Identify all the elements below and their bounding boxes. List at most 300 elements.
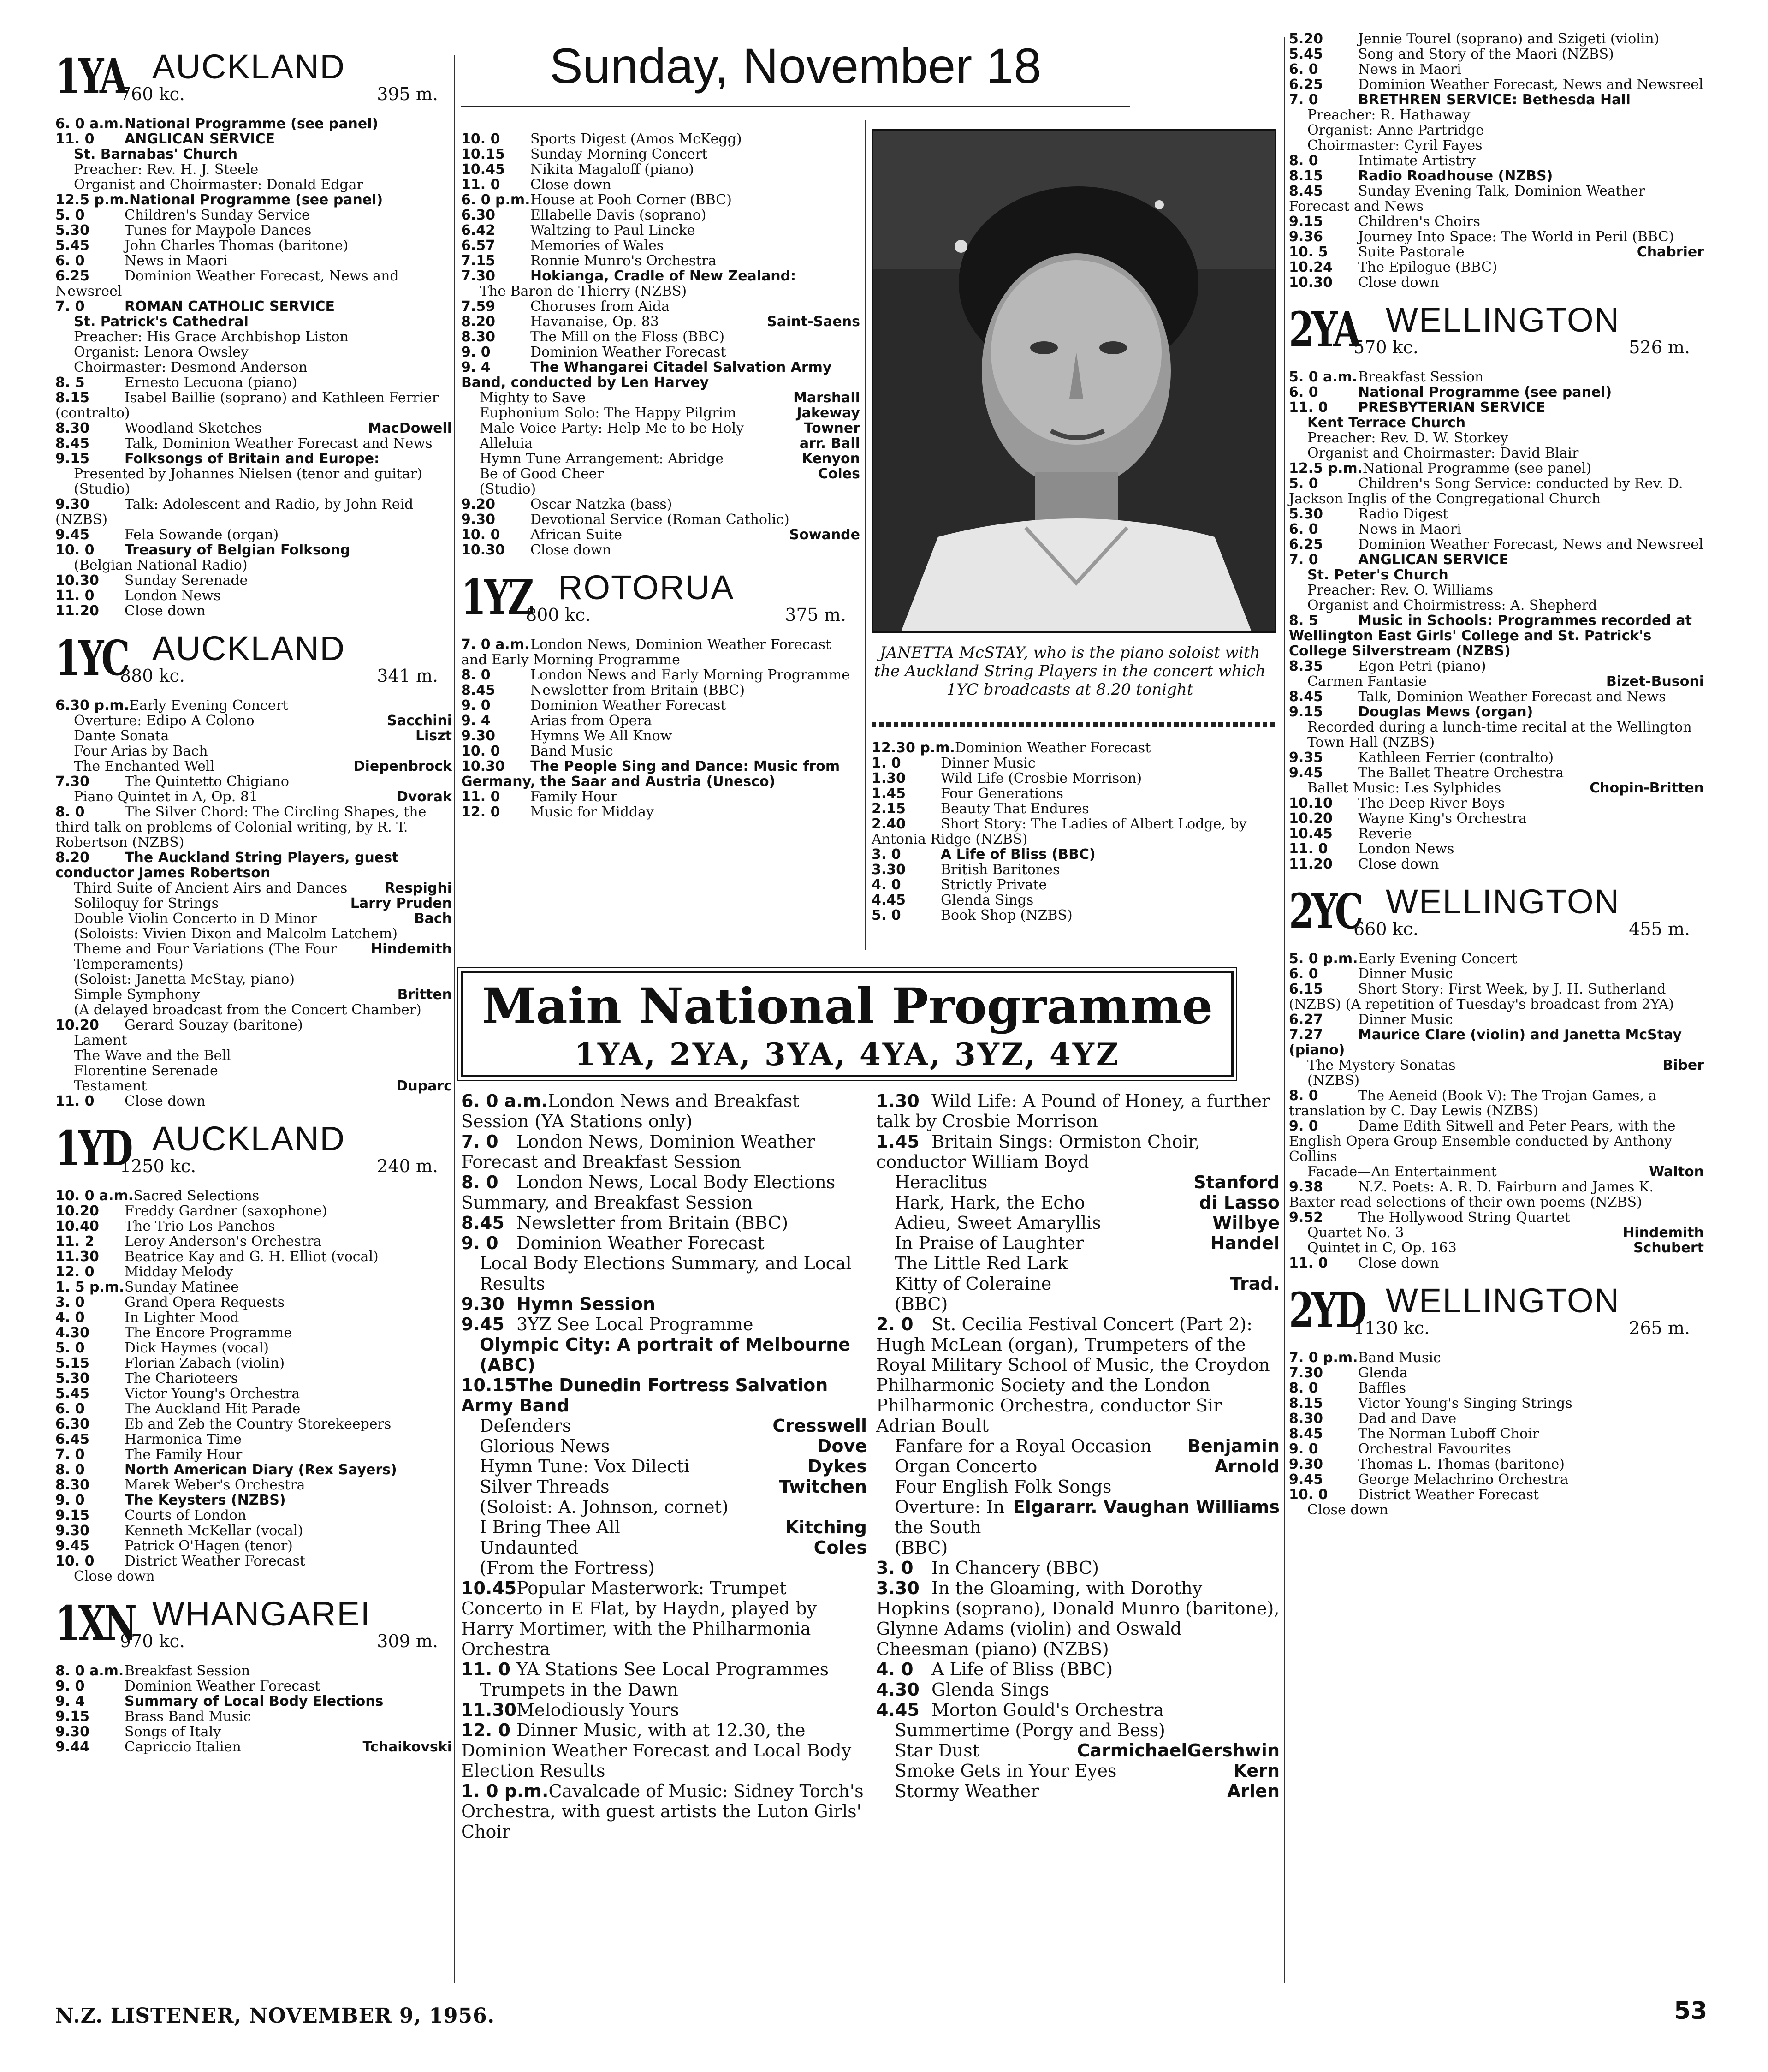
programme-entry: [461, 1781, 867, 1842]
station-header: [55, 1119, 452, 1184]
programme-entry: [461, 1436, 867, 1456]
programme-title: Preacher: R. Hathaway: [1307, 107, 1471, 123]
programme-title: Lament: [74, 1032, 127, 1048]
programme-title: Dick Haymes (vocal): [125, 1340, 269, 1356]
programme-entry: [1289, 659, 1704, 674]
programme-entry: [55, 1386, 452, 1401]
composer: Diepenbrock: [353, 758, 452, 774]
programme-title: Victor Young's Singing Strings: [1358, 1395, 1572, 1411]
programme-time: 5.15: [55, 1355, 90, 1371]
composer: Hindemith: [1623, 1225, 1704, 1241]
programme-entry: [461, 512, 860, 527]
programme-time: 5. 0: [1289, 476, 1318, 492]
programme-entry: [872, 756, 1277, 771]
station-header: [55, 1594, 452, 1659]
programme-entry: [461, 759, 860, 789]
station-wavelength: 526 m.: [1629, 337, 1690, 357]
programme-time: 11. 0: [1289, 1255, 1328, 1271]
programme-entry: [872, 801, 1277, 816]
programme-entry: [55, 238, 452, 253]
programme-title: The Trio Los Panchos: [125, 1218, 275, 1234]
programme-title: Florentine Serenade: [74, 1063, 218, 1079]
composer: MacDowell: [368, 420, 452, 436]
programme-time: 9.45: [1289, 765, 1323, 781]
programme-entry: [1289, 446, 1704, 461]
programme-entry: [461, 1578, 867, 1659]
programme-time: 10.15: [461, 146, 505, 162]
programme-title: Thomas L. Thomas (baritone): [1358, 1456, 1565, 1472]
programme-title: Close down: [74, 1568, 155, 1584]
programme-entry: [55, 1018, 452, 1033]
programme-time: 8.45: [1289, 183, 1323, 199]
station-frequency: 1130 kc.: [1353, 1318, 1430, 1338]
programme-entry: [1289, 62, 1704, 77]
programme-title: (Belgian National Radio): [74, 557, 248, 573]
programme-title: A Life of Bliss (BBC): [931, 1659, 1113, 1679]
programme-time: 6. 0 p.m.: [461, 192, 530, 208]
programme-title: Kent Terrace Church: [1307, 415, 1466, 431]
main-programme-stations: 1YA, 2YA, 3YA, 4YA, 3YZ, 4YZ: [574, 1036, 1121, 1072]
programme-title: London News, Dominion Weather Forecast and Breakfast Session: [461, 1131, 815, 1172]
programme-entry: [461, 147, 860, 162]
programme-time: 7. 0: [55, 1447, 85, 1463]
programme-title: Preacher: Rev. H. J. Steele: [74, 161, 259, 178]
programme-entry: [461, 238, 860, 253]
programme-entry: [1289, 1179, 1704, 1210]
programme-title: National Programme (see panel): [1363, 460, 1591, 476]
programme-time: 6. 0: [55, 253, 85, 269]
programme-title: Recorded during a lunch-time recital at the Wellington Town Hall (NZBS): [1307, 719, 1692, 750]
programme-title: George Melachrino Orchestra: [1358, 1471, 1569, 1488]
programme-title: Songs of Italy: [125, 1724, 221, 1740]
programme-entry: [55, 1523, 452, 1538]
programme-entry: [461, 1213, 867, 1233]
programme-time: 8. 0: [1289, 1088, 1318, 1104]
station-frequency: 1250 kc.: [120, 1156, 196, 1176]
programme-time: 6.25: [55, 268, 90, 284]
programme-time: 5.45: [1289, 46, 1323, 62]
programme-title: Dominion Weather Forecast: [530, 344, 726, 360]
composer: Kern: [1233, 1761, 1280, 1781]
programme-entry: [461, 131, 860, 147]
programme-time: 7. 0: [461, 1131, 498, 1152]
programme-title: Short Story: First Week, by J. H. Sutherland (NZBS) (A repetition of Tuesday's broadcast from 2YA): [1289, 981, 1674, 1012]
programme-title: The Auckland Hit Parade: [125, 1401, 301, 1417]
programme-time: 6.15: [1289, 981, 1323, 997]
programme-entry: [55, 1493, 452, 1508]
programme-entry: [876, 1781, 1280, 1801]
programme-time: 9.15: [55, 1507, 90, 1524]
programme-title: Wild Life (Crosbie Morrison): [941, 770, 1142, 786]
station-frequency: 880 kc.: [120, 666, 185, 686]
programme-title: Book Shop (NZBS): [941, 907, 1073, 923]
programme-title: Dinner Music, with at 12.30, the Dominion Weather Forecast and Local Body Election Results: [461, 1720, 852, 1781]
programme-time: 8.15: [1289, 168, 1323, 184]
programme-time: 9. 4: [55, 1693, 85, 1709]
programme-entry: [55, 558, 452, 573]
programme-title: Patrick O'Hagen (tenor): [125, 1538, 293, 1554]
programme-entry: [872, 816, 1277, 847]
programme-entry: [1289, 400, 1704, 415]
programme-title: Havanaise, Op. 83: [530, 314, 659, 330]
programme-title: In the Gloaming, with Dorothy Hopkins (soprano), Donald Munro (baritone), Glynne Adams (violin) and Oswald Cheesman (piano) (NZBS): [876, 1578, 1280, 1659]
programme-title: Orchestral Favourites: [1358, 1441, 1511, 1457]
main-programme-left-column: [461, 1091, 867, 1842]
programme-entry: [55, 728, 452, 744]
programme-time: 1. 0: [872, 755, 901, 771]
programme-title: Star Dust: [895, 1740, 979, 1761]
programme-entry: [461, 698, 860, 713]
programme-entry: [55, 1371, 452, 1386]
programme-time: 3.30: [872, 862, 906, 878]
programme-entry: [461, 177, 860, 192]
composer: Tchaikovski: [362, 1739, 452, 1755]
programme-title: Undaunted: [480, 1537, 579, 1558]
station-wavelength: 455 m.: [1629, 919, 1690, 939]
composer: Bach: [414, 911, 452, 927]
programme-entry: [1289, 1058, 1704, 1073]
programme-entry: [55, 1538, 452, 1554]
programme-title: Waltzing to Paul Lincke: [530, 222, 695, 238]
programme-title: Sports Digest (Amos McKegg): [530, 131, 742, 147]
programme-title: Hymns We All Know: [530, 728, 672, 744]
programme-title: The Epilogue (BBC): [1358, 259, 1497, 275]
station-call-sign: 2YA: [1289, 301, 1359, 358]
composer: Dykes: [807, 1456, 867, 1477]
station-city: AUCKLAND: [152, 48, 345, 86]
programme-title: The Dunedin Fortress Salvation Army Band: [461, 1375, 828, 1416]
programme-entry: [55, 1724, 452, 1739]
programme-time: 9.15: [55, 1709, 90, 1725]
programme-entry: [55, 1739, 452, 1755]
programme-entry: [876, 1537, 1280, 1558]
programme-time: 11. 0: [55, 588, 95, 604]
programme-title: Dad and Dave: [1358, 1411, 1457, 1427]
programme-entry: [876, 1274, 1280, 1294]
programme-time: 8. 0: [461, 1172, 498, 1192]
programme-entry: [1289, 537, 1704, 552]
programme-entry: [461, 1659, 867, 1679]
programme-entry: [461, 482, 860, 497]
programme-title: Overture: In the South: [895, 1497, 1005, 1537]
programme-entry: [1289, 1457, 1704, 1472]
composer: Elgar: [1013, 1497, 1064, 1517]
programme-entry: [55, 192, 452, 208]
programme-time: 1.45: [876, 1131, 920, 1152]
programme-entry: [461, 436, 860, 451]
programme-title: Tunes for Maypole Dances: [125, 222, 312, 238]
programme-time: 6. 0: [1289, 521, 1318, 537]
programme-entry: [55, 147, 452, 162]
programme-title: Sunday Matinee: [125, 1279, 239, 1295]
main-national-programme-header: [461, 971, 1234, 1077]
programme-title: YA Stations See Local Programmes: [516, 1659, 829, 1679]
programme-entry: [55, 223, 452, 238]
station-wavelength: 309 m.: [377, 1631, 438, 1651]
programme-entry: [55, 1203, 452, 1219]
composer: Coles: [813, 1537, 867, 1558]
programme-entry: [461, 314, 860, 329]
programme-time: 1.30: [876, 1091, 920, 1111]
programme-title: Memories of Wales: [530, 238, 664, 254]
programme-title: Folksongs of Britain and Europe:: [125, 451, 380, 467]
programme-entry: [461, 329, 860, 345]
programme-entry: [1289, 275, 1704, 290]
programme-entry: [461, 1172, 867, 1213]
programme-title: Stormy Weather: [895, 1781, 1039, 1801]
composer: Bizet-Busoni: [1606, 673, 1704, 690]
programme-title: Music in Schools: Programmes recorded at Wellington East Girls' College and St. Patrick's College Silverstream (NZBS): [1289, 613, 1692, 659]
programme-time: 8.20: [461, 314, 496, 330]
programme-title: The Family Hour: [125, 1447, 243, 1463]
station-header: [1289, 1281, 1704, 1346]
programme-title: Isabel Baillie (soprano) and Kathleen Ferrier (contralto): [55, 390, 439, 421]
programme-time: 8.35: [1289, 658, 1323, 674]
programme-title: Eb and Zeb the Country Storekeepers: [125, 1416, 392, 1432]
programme-entry: [1289, 244, 1704, 260]
programme-time: 7. 0: [1289, 92, 1318, 108]
programme-entry: [1289, 1441, 1704, 1457]
programme-title: St. Patrick's Cathedral: [74, 314, 249, 330]
composer: Duparc: [396, 1078, 452, 1094]
programme-title: Band Music: [530, 743, 613, 759]
programme-title: Ballet Music: Les Sylphides: [1307, 780, 1501, 796]
programme-title: Trumpets in the Dawn: [480, 1679, 678, 1700]
programme-time: 9.44: [55, 1739, 90, 1755]
programme-entry: [55, 345, 452, 360]
programme-title: The Mystery Sonatas: [1307, 1057, 1456, 1073]
programme-entry: [1289, 1256, 1704, 1271]
page-date-heading: Sunday, November 18: [461, 37, 1130, 107]
programme-time: 12.30 p.m.: [872, 740, 955, 756]
composer: Coles: [818, 466, 860, 482]
programme-entry: [1289, 780, 1704, 796]
programme-title: Preacher: Rev. D. W. Storkey: [1307, 430, 1508, 446]
composer: Arlen: [1227, 1781, 1280, 1801]
programme-title: Victor Young's Orchestra: [125, 1386, 300, 1402]
programme-entry: [55, 421, 452, 436]
programme-title: Popular Masterwork: Trumpet Concerto in E Flat, by Haydn, played by Harry Mortimer, with the Philharmonia Orchestra: [461, 1578, 817, 1659]
programme-entry: [55, 1340, 452, 1356]
programme-entry: [876, 1659, 1280, 1679]
programme-title: Britain Sings: Ormiston Choir, conductor William Boyd: [876, 1131, 1200, 1172]
programme-entry: [1289, 369, 1704, 385]
programme-time: 4.30: [876, 1679, 920, 1700]
programme-entry: [461, 1233, 867, 1253]
programme-entry: [876, 1314, 1280, 1436]
programme-time: 5.45: [55, 238, 90, 254]
programme-title: (Soloist: Janetta McStay, piano): [74, 971, 295, 988]
programme-time: 11.20: [1289, 856, 1333, 872]
station-frequency: 760 kc.: [120, 84, 185, 104]
programme-time: 9. 4: [461, 359, 491, 375]
programme-entry: [1289, 1365, 1704, 1381]
programme-title: PRESBYTERIAN SERVICE: [1358, 399, 1546, 416]
station-wavelength: 240 m.: [377, 1156, 438, 1176]
programme-time: 6.30: [55, 1416, 90, 1432]
programme-title: Grand Opera Requests: [125, 1294, 285, 1310]
programme-time: 11. 0: [55, 1093, 95, 1109]
programme-time: 9. 0: [55, 1492, 85, 1508]
composer: arr. Ball: [799, 435, 860, 452]
programme-time: 10.30: [461, 758, 505, 774]
programme-title: London News: [1358, 841, 1454, 857]
column-1yz-afternoon: [872, 740, 1277, 923]
programme-title: Glenda Sings: [941, 892, 1034, 908]
programme-title: Close down: [125, 603, 206, 619]
programme-time: 1.45: [872, 786, 906, 802]
programme-title: Dinner Music: [1358, 1012, 1453, 1028]
programme-entry: [876, 1233, 1280, 1253]
programme-title: Band Music: [1358, 1350, 1441, 1366]
programme-time: 4. 0: [55, 1310, 85, 1326]
programme-time: 7. 0: [55, 298, 85, 315]
programme-entry: [1289, 506, 1704, 522]
programme-entry: [1289, 107, 1704, 123]
programme-entry: [55, 1264, 452, 1280]
programme-title: Glorious News: [480, 1436, 610, 1456]
programme-entry: [55, 299, 452, 314]
programme-entry: [55, 451, 452, 466]
programme-time: 7.30: [1289, 1365, 1323, 1381]
programme-entry: [876, 1253, 1280, 1274]
programme-entry: [55, 1219, 452, 1234]
programme-time: 10. 0: [461, 743, 500, 759]
programme-entry: [1289, 1027, 1704, 1058]
programme-title: The Baron de Thierry (NZBS): [480, 283, 687, 299]
programme-title: ANGLICAN SERVICE: [1358, 552, 1509, 568]
programme-title: Egon Petri (piano): [1358, 658, 1486, 674]
programme-entry: [461, 744, 860, 759]
programme-time: 5. 0 a.m.: [1289, 369, 1358, 385]
programme-title: Wayne King's Orchestra: [1358, 810, 1527, 827]
programme-time: 8.45: [55, 435, 90, 452]
programme-title: The People Sing and Dance: Music from Germany, the Saar and Austria (Unesco): [461, 758, 840, 790]
programme-time: 3.30: [876, 1578, 920, 1598]
programme-entry: [461, 421, 860, 436]
programme-title: Harmonica Time: [125, 1431, 242, 1447]
station-call-sign: 2YC: [1289, 883, 1362, 940]
programme-title: Devotional Service (Roman Catholic): [530, 512, 789, 528]
programme-title: Florian Zabach (violin): [125, 1355, 285, 1371]
programme-title: Kathleen Ferrier (contralto): [1358, 750, 1554, 766]
programme-title: Four English Folk Songs: [895, 1477, 1112, 1497]
composer: Marshall: [793, 390, 860, 406]
programme-title: Male Voice Party: Help Me to be Holy: [480, 420, 744, 436]
programme-title: Heraclitus: [895, 1172, 988, 1192]
programme-entry: [55, 1554, 452, 1569]
programme-entry: [1289, 583, 1704, 598]
programme-time: 10.45: [461, 1578, 517, 1598]
programme-time: 5.30: [1289, 506, 1323, 522]
programme-time: 7.15: [461, 253, 496, 269]
programme-title: Family Hour: [530, 789, 617, 805]
programme-time: 9.30: [1289, 1456, 1323, 1472]
programme-title: Overture: Edipo A Colono: [74, 713, 255, 729]
photo-caption: JANETTA McSTAY, who is the piano soloist with the Auckland String Players in the concert which 1YC broadcasts at 8.20 tonight: [874, 643, 1266, 699]
composer: Handel: [1210, 1233, 1280, 1253]
programme-time: 8. 0: [1289, 1380, 1318, 1396]
programme-time: 2. 0: [876, 1314, 914, 1334]
programme-time: 9. 0: [55, 1678, 85, 1694]
programme-title: Close down: [125, 1093, 206, 1109]
programme-time: 8. 0: [1289, 153, 1318, 169]
programme-title: The Silver Chord: The Circling Shapes, the third talk on problems of Colonial writing, by R. T. Robertson (NZBS): [55, 804, 427, 851]
programme-title: Olympic City: A portrait of Melbourne (ABC): [480, 1334, 851, 1375]
programme-entry: [55, 804, 452, 850]
programme-time: 5. 0: [55, 1340, 85, 1356]
composer: Cresswell: [772, 1416, 867, 1436]
programme-entry: [1289, 951, 1704, 966]
programme-entry: [461, 268, 860, 284]
programme-title: In Lighter Mood: [125, 1310, 239, 1326]
composer: Hindemith: [371, 941, 452, 957]
programme-title: Organist and Choirmaster: Donald Edgar: [74, 177, 363, 193]
station-header: [55, 47, 452, 112]
programme-entry: [461, 451, 860, 466]
programme-title: Hymn Tune Arrangement: Abridge: [480, 451, 724, 467]
programme-title: Adieu, Sweet Amaryllis: [895, 1213, 1101, 1233]
programme-entry: [55, 713, 452, 728]
programme-title: Close down: [1307, 1502, 1388, 1518]
programme-time: 9.30: [461, 1294, 504, 1314]
programme-time: 10. 0: [55, 1553, 95, 1569]
programme-entry: [876, 1192, 1280, 1213]
programme-entry: [55, 1063, 452, 1078]
programme-entry: [55, 774, 452, 789]
programme-entry: [55, 116, 452, 131]
programme-title: Oscar Natzka (bass): [530, 496, 672, 512]
programme-entry: [1289, 92, 1704, 107]
programme-entry: [461, 683, 860, 698]
programme-title: Gerard Souzay (baritone): [125, 1017, 303, 1033]
programme-title: John Charles Thomas (baritone): [125, 238, 349, 254]
programme-time: 10. 0: [55, 542, 95, 558]
programme-time: 9.30: [461, 728, 496, 744]
programme-time: 9.35: [1289, 750, 1323, 766]
programme-time: 9.15: [1289, 214, 1323, 230]
programme-title: Euphonium Solo: The Happy Pilgrim: [480, 405, 736, 421]
programme-time: 11. 0: [1289, 399, 1328, 416]
programme-time: 10.20: [55, 1203, 99, 1219]
programme-time: 5.30: [55, 222, 90, 238]
programme-entry: [55, 1508, 452, 1523]
programme-title: Simple Symphony: [74, 987, 200, 1003]
programme-time: 3. 0: [55, 1294, 85, 1310]
programme-time: 9. 0: [1289, 1441, 1318, 1457]
programme-time: 3. 0: [872, 846, 901, 863]
programme-entry: [461, 1679, 867, 1700]
programme-time: 6. 0 a.m.: [461, 1091, 548, 1111]
programme-title: Dominion Weather Forecast, News and Newsreel: [1358, 536, 1703, 553]
composer: Schubert: [1633, 1240, 1704, 1256]
programme-title: (BBC): [895, 1537, 948, 1558]
composer: Sowande: [789, 527, 860, 543]
programme-time: 1. 5 p.m.: [55, 1279, 125, 1295]
programme-time: 7.30: [55, 774, 90, 790]
composer: Stanford: [1193, 1172, 1280, 1192]
programme-time: 9.36: [1289, 229, 1323, 245]
programme-time: 10.30: [55, 572, 99, 589]
programme-title: Glenda: [1358, 1365, 1408, 1381]
programme-title: Piano Quintet in A, Op. 81: [74, 789, 258, 805]
programme-title: Choirmaster: Cyril Fayes: [1307, 137, 1483, 154]
programme-title: Dominion Weather Forecast: [516, 1233, 765, 1253]
programme-title: Breakfast Session: [125, 1663, 250, 1679]
programme-entry: [461, 223, 860, 238]
caption-divider: [872, 722, 1277, 727]
programme-time: 10. 0: [461, 527, 500, 543]
